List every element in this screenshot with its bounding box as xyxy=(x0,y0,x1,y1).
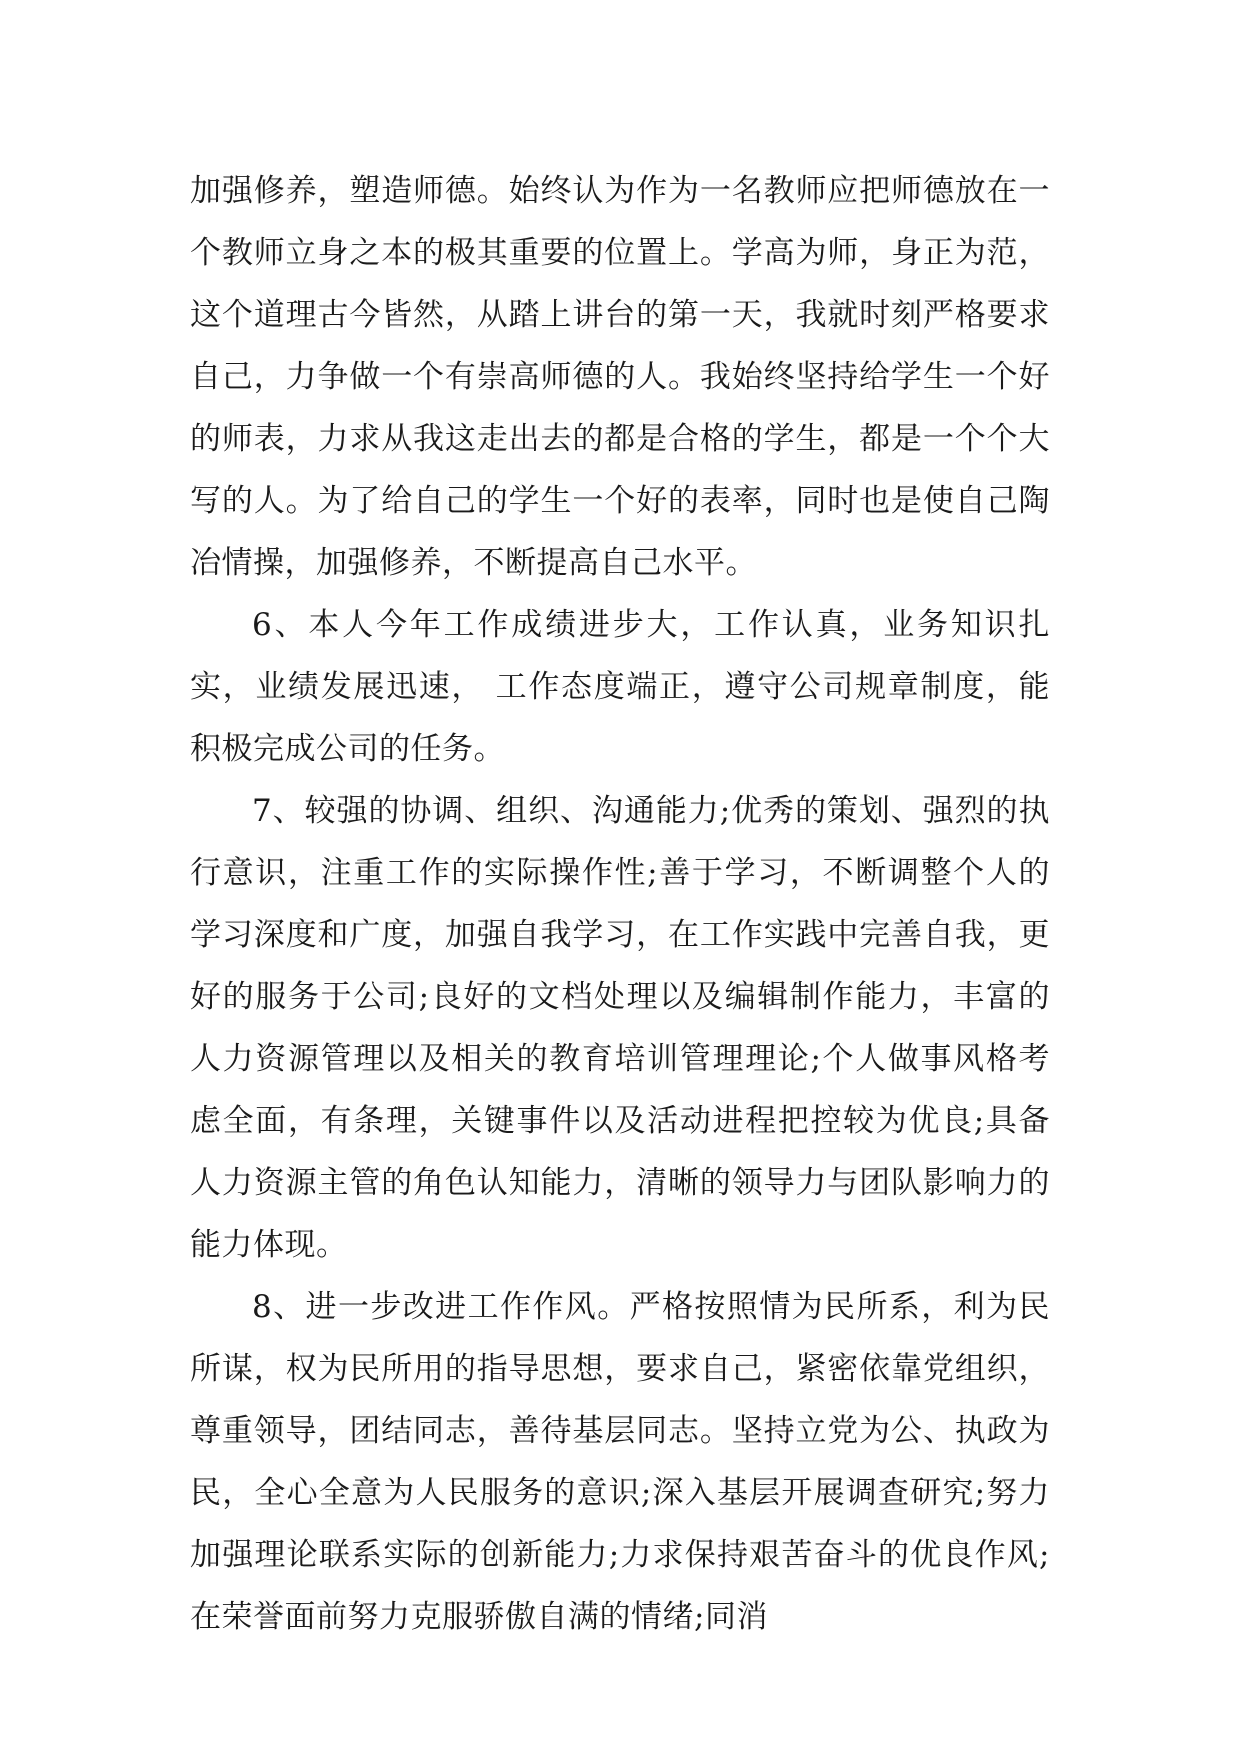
paragraph-item-7: 7、较强的协调、组织、沟通能力;优秀的策划、强烈的执行意识，注重工作的实际操作性;善于学习，不断调整个人的学习深度和广度，加强自我学习，在工作实践中完善自我，更好的服务于公司;良好的文档处理以及编辑制作能力，丰富的人力资源管理以及相关的教育培训管理理论;个人做事风格考虑全面，有条理，关键事件以及活动进程把控较为优良;具备人力资源主管的角色认知能力，清晰的领导力与团队影响力的能力体现。 xyxy=(190,793,1050,1263)
document-body xyxy=(190,160,1050,1648)
paragraph-item-6: 6、本人今年工作成绩进步大，工作认真，业务知识扎实，业绩发展迅速， 工作态度端正，遵守公司规章制度，能积极完成公司的任务。 xyxy=(190,607,1050,767)
paragraph-item-8: 8、进一步改进工作作风。严格按照情为民所系，利为民所谋，权为民所用的指导思想，要求自己，紧密依靠党组织，尊重领导，团结同志，善待基层同志。坚持立党为公、执政为民，全心全意为人民服务的意识;深入基层开展调查研究;努力加强理论联系实际的创新能力;力求保持艰苦奋斗的优良作风;在荣誉面前努力克服骄傲自满的情绪;同消 xyxy=(190,1289,1050,1635)
paragraph-teacher-ethics: 加强修养，塑造师德。始终认为作为一名教师应把师德放在一个教师立身之本的极其重要的位置上。学高为师，身正为范，这个道理古今皆然，从踏上讲台的第一天，我就时刻严格要求自己，力争做一个有崇高师德的人。我始终坚持给学生一个好的师表，力求从我这走出去的都是合格的学生，都是一个个大写的人。为了给自己的学生一个好的表率，同时也是使自己陶冶情操，加强修养，不断提高自己水平。 xyxy=(190,173,1050,581)
